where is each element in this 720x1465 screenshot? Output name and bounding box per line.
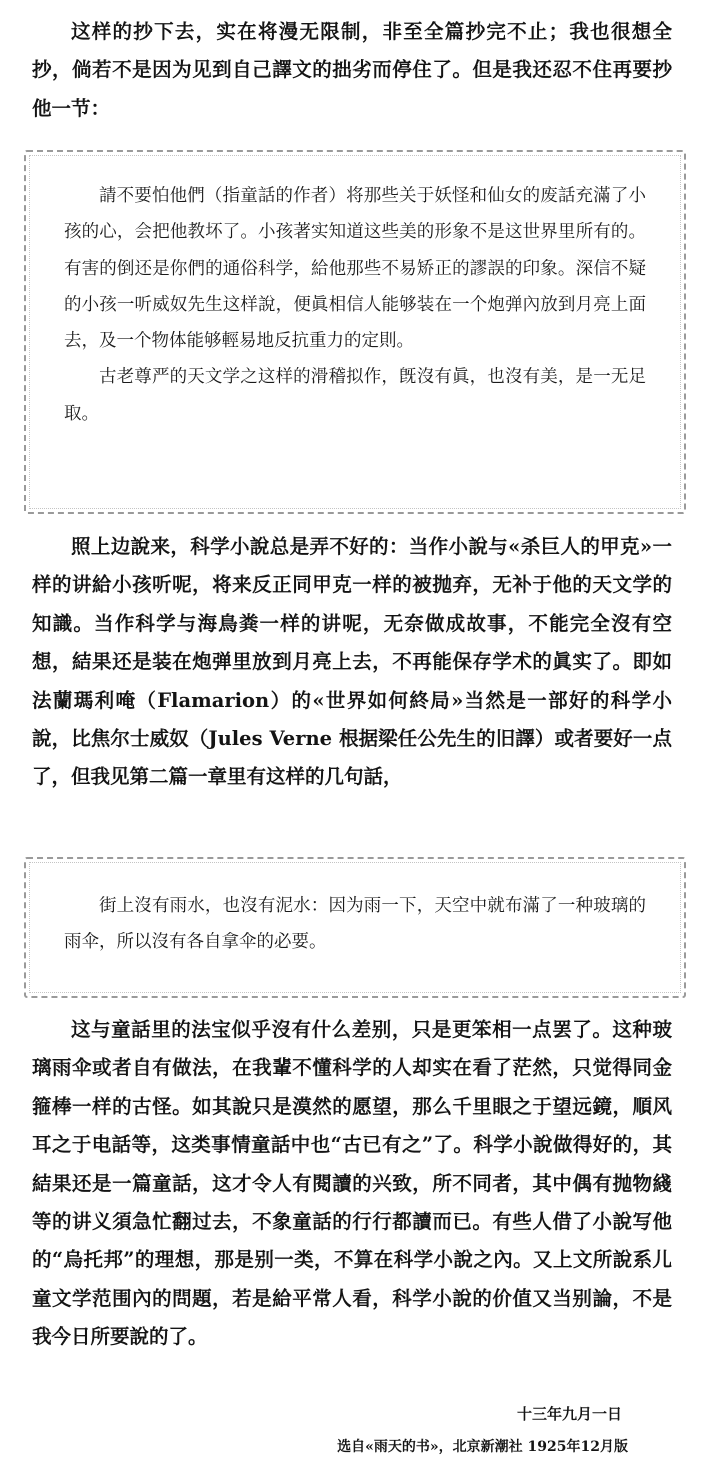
- quote-box-1: [24, 150, 686, 514]
- after-quote-paragraph: 照上边說来，科学小說总是弄不好的：当作小說与«杀巨人的甲克»一样的讲給小孩听呢，将来反正同甲克一样的被抛弃，无补于他的天文学的知識。当作科学与海鳥粪一样的讲呢，无奈做成故事，不能完全沒有空想，結果还是装在炮弹里放到月亮上去，不再能保存学术的眞实了。即如法蘭瑪利唵（Flamarion）的«世界如何終局»当然是一部好的科学小說，比焦尔士威奴（Jules Verne 根据梁任公先生的旧譯）或者要好一点了，但我见第二篇一章里有这样的几句話，: [32, 535, 672, 789]
- conclusion-paragraph: 这与童話里的法宝似乎沒有什么差别，只是更笨相一点罢了。这种玻璃雨伞或者自有做法，在我輩不懂科学的人却实在看了茫然，只觉得同金箍棒一样的古怪。如其說只是漠然的愿望，那么千里眼之于望远鏡，順风耳之于电話等，这类事情童話中也“古已有之”了。科学小說做得好的，其結果还是一篇童話，这才令人有閱讀的兴致，所不同者，其中偶有抛物綫等的讲义須急忙翻过去，不象童話的行行都讀而已。有些人借了小說写他的“烏托邦”的理想，那是别一类，不算在科学小說之內。又上文所說系儿童文学范围內的問題，若是給平常人看，科学小說的价值又当别論，不是我今日所要說的了。: [32, 1018, 672, 1349]
- quote-box-2: [24, 857, 686, 998]
- source-citation: 选自«雨天的书»，北京新潮社 1925年12月版: [337, 1439, 628, 1455]
- quote1-paragraph-2: 古老尊严的天文学之这样的滑稽拟作，旣沒有眞，也沒有美，是一无足取。: [64, 367, 646, 424]
- intro-paragraph: 这样的抄下去，实在将漫无限制，非至全篇抄完不止；我也很想全抄，倘若不是因为见到自己譯文的拙劣而停住了。但是我还忍不住再要抄他一节：: [32, 20, 672, 120]
- date-line: 十三年九月一日: [516, 1405, 622, 1423]
- quote1-paragraph-1: 請不要怕他們（指童話的作者）将那些关于妖怪和仙女的废話充滿了小孩的心，会把他教坏了。小孩著实知道这些美的形象不是这世界里所有的。有害的倒还是你們的通俗科学，給他那些不易矫正的謬誤的印象。深信不疑的小孩一听威奴先生这样說，便眞相信人能够装在一个炮弹內放到月亮上面去，及一个物体能够輕易地反抗重力的定則。: [64, 186, 646, 352]
- quote2-paragraph: 街上沒有雨水，也沒有泥水：因为雨一下，天空中就布滿了一种玻璃的雨伞，所以沒有各自拿伞的必要。: [64, 896, 646, 953]
